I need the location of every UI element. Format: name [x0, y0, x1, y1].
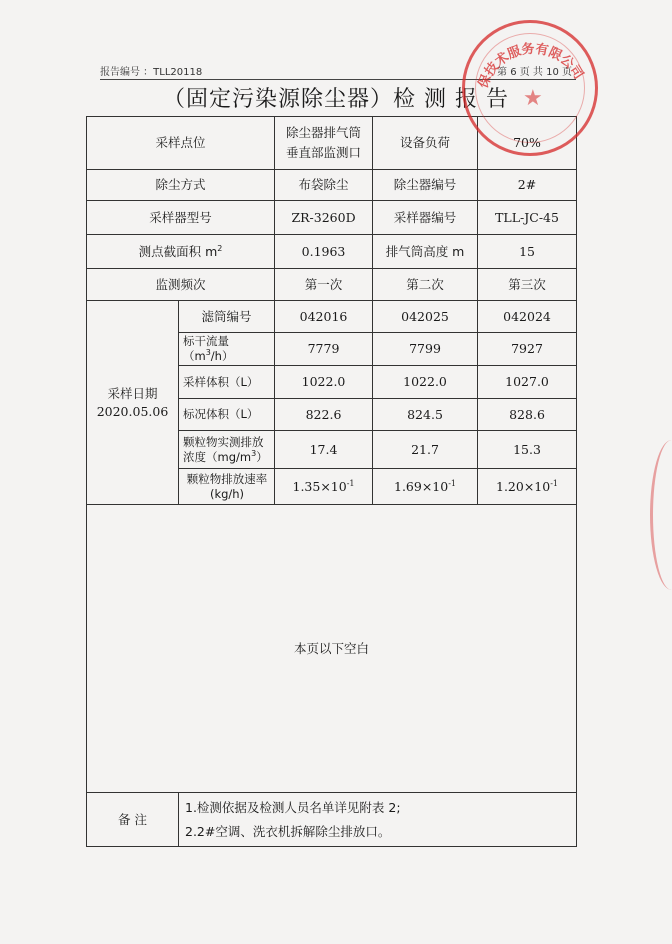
row-label-sample-volume: 采样体积（L） [179, 366, 275, 399]
value-dust-method: 布袋除尘 [275, 170, 373, 201]
cell: $1.69\times 10^{-1}$ [373, 469, 478, 505]
cell: 042016 [275, 301, 373, 333]
label-sampling-point: 采样点位 [87, 117, 275, 170]
row-label-concentration: 颗粒物实测排放浓度$(mg/m^3)$ [179, 431, 275, 469]
table-row [87, 793, 577, 847]
table-row [87, 269, 577, 301]
seal-graphic [465, 23, 601, 159]
value-sampler-no: TLL-JC-45 [478, 201, 577, 235]
cell: 7799 [373, 333, 478, 366]
value-stack-height: 15 [478, 235, 577, 269]
table-row [87, 201, 577, 235]
value-equipment-load: 70% [478, 117, 577, 170]
label-sampler-model: 采样器型号 [87, 201, 275, 235]
row-label-std-volume: 标况体积（L） [179, 399, 275, 431]
remark-line: 2.2#空调、洗衣机拆解除尘排放口。 [185, 823, 391, 839]
label-equipment-load: 设备负荷 [373, 117, 478, 170]
report-title: （固定污染源除尘器）检 测 报 告 [163, 87, 509, 112]
value-section-area: 0.1963 [275, 235, 373, 269]
table-row [87, 170, 577, 201]
cell: 042025 [373, 301, 478, 333]
cell: 824.5 [373, 399, 478, 431]
table-row [87, 235, 577, 269]
report-number: 报告编号 ：TLL20118 [100, 67, 203, 78]
svg-text:保技术服务有限公司 [475, 41, 587, 91]
label-section-area: 测点截面积 $m^2$ [87, 235, 275, 269]
row-label-filter-no: 滤筒编号 [179, 301, 275, 333]
cell: $1.35\times 10^{-1}$ [275, 469, 373, 505]
page-info: 第 6 页 共 10 页 [497, 67, 572, 78]
seal-text: 保技术服务有限公司 [475, 41, 586, 91]
freq-second: 第二次 [373, 269, 478, 301]
freq-first: 第一次 [275, 269, 373, 301]
seal-edge [650, 440, 672, 590]
sampling-date-cell [87, 301, 179, 505]
cell: 1027.0 [478, 366, 577, 399]
cell: 1022.0 [373, 366, 478, 399]
remarks-text [179, 793, 577, 847]
cell: 7927 [478, 333, 577, 366]
label-stack-height: 排气筒高度 m [373, 235, 478, 269]
value-sampler-model: ZR-3260D [275, 201, 373, 235]
sampling-date: 2020.05.06 [96, 403, 169, 419]
row-label-emission-rate: 颗粒物排放速率(kg/h) [179, 469, 275, 505]
remarks-label: 备 注 [87, 793, 179, 847]
company-seal [462, 20, 598, 156]
label-sampler-no: 采样器编号 [373, 201, 478, 235]
cell: 1022.0 [275, 366, 373, 399]
remark-line: 1.检测依据及检测人员名单详见附表 2; [185, 799, 401, 815]
svg-text:★: ★ [523, 86, 543, 111]
value-collector-no: 2# [478, 170, 577, 201]
cell: 7779 [275, 333, 373, 366]
cell: 828.6 [478, 399, 577, 431]
value-sampling-point: 除尘器排气筒垂直部监测口 [275, 117, 373, 170]
label-dust-method: 除尘方式 [87, 170, 275, 201]
cell: $1.20\times 10^{-1}$ [478, 469, 577, 505]
report-table [86, 116, 577, 847]
cell: 042024 [478, 301, 577, 333]
cell: 822.6 [275, 399, 373, 431]
sampling-date-label: 采样日期 [107, 385, 158, 401]
label-frequency: 监测频次 [87, 269, 275, 301]
row-label-std-flow: 标干流量$(m^3/h)$ [179, 333, 275, 366]
cell: 21.7 [373, 431, 478, 469]
blank-note: 本页以下空白 [87, 505, 577, 793]
cell: 17.4 [275, 431, 373, 469]
table-row [87, 301, 577, 333]
freq-third: 第三次 [478, 269, 577, 301]
label-collector-no: 除尘器编号 [373, 170, 478, 201]
cell: 15.3 [478, 431, 577, 469]
table-row [87, 505, 577, 793]
